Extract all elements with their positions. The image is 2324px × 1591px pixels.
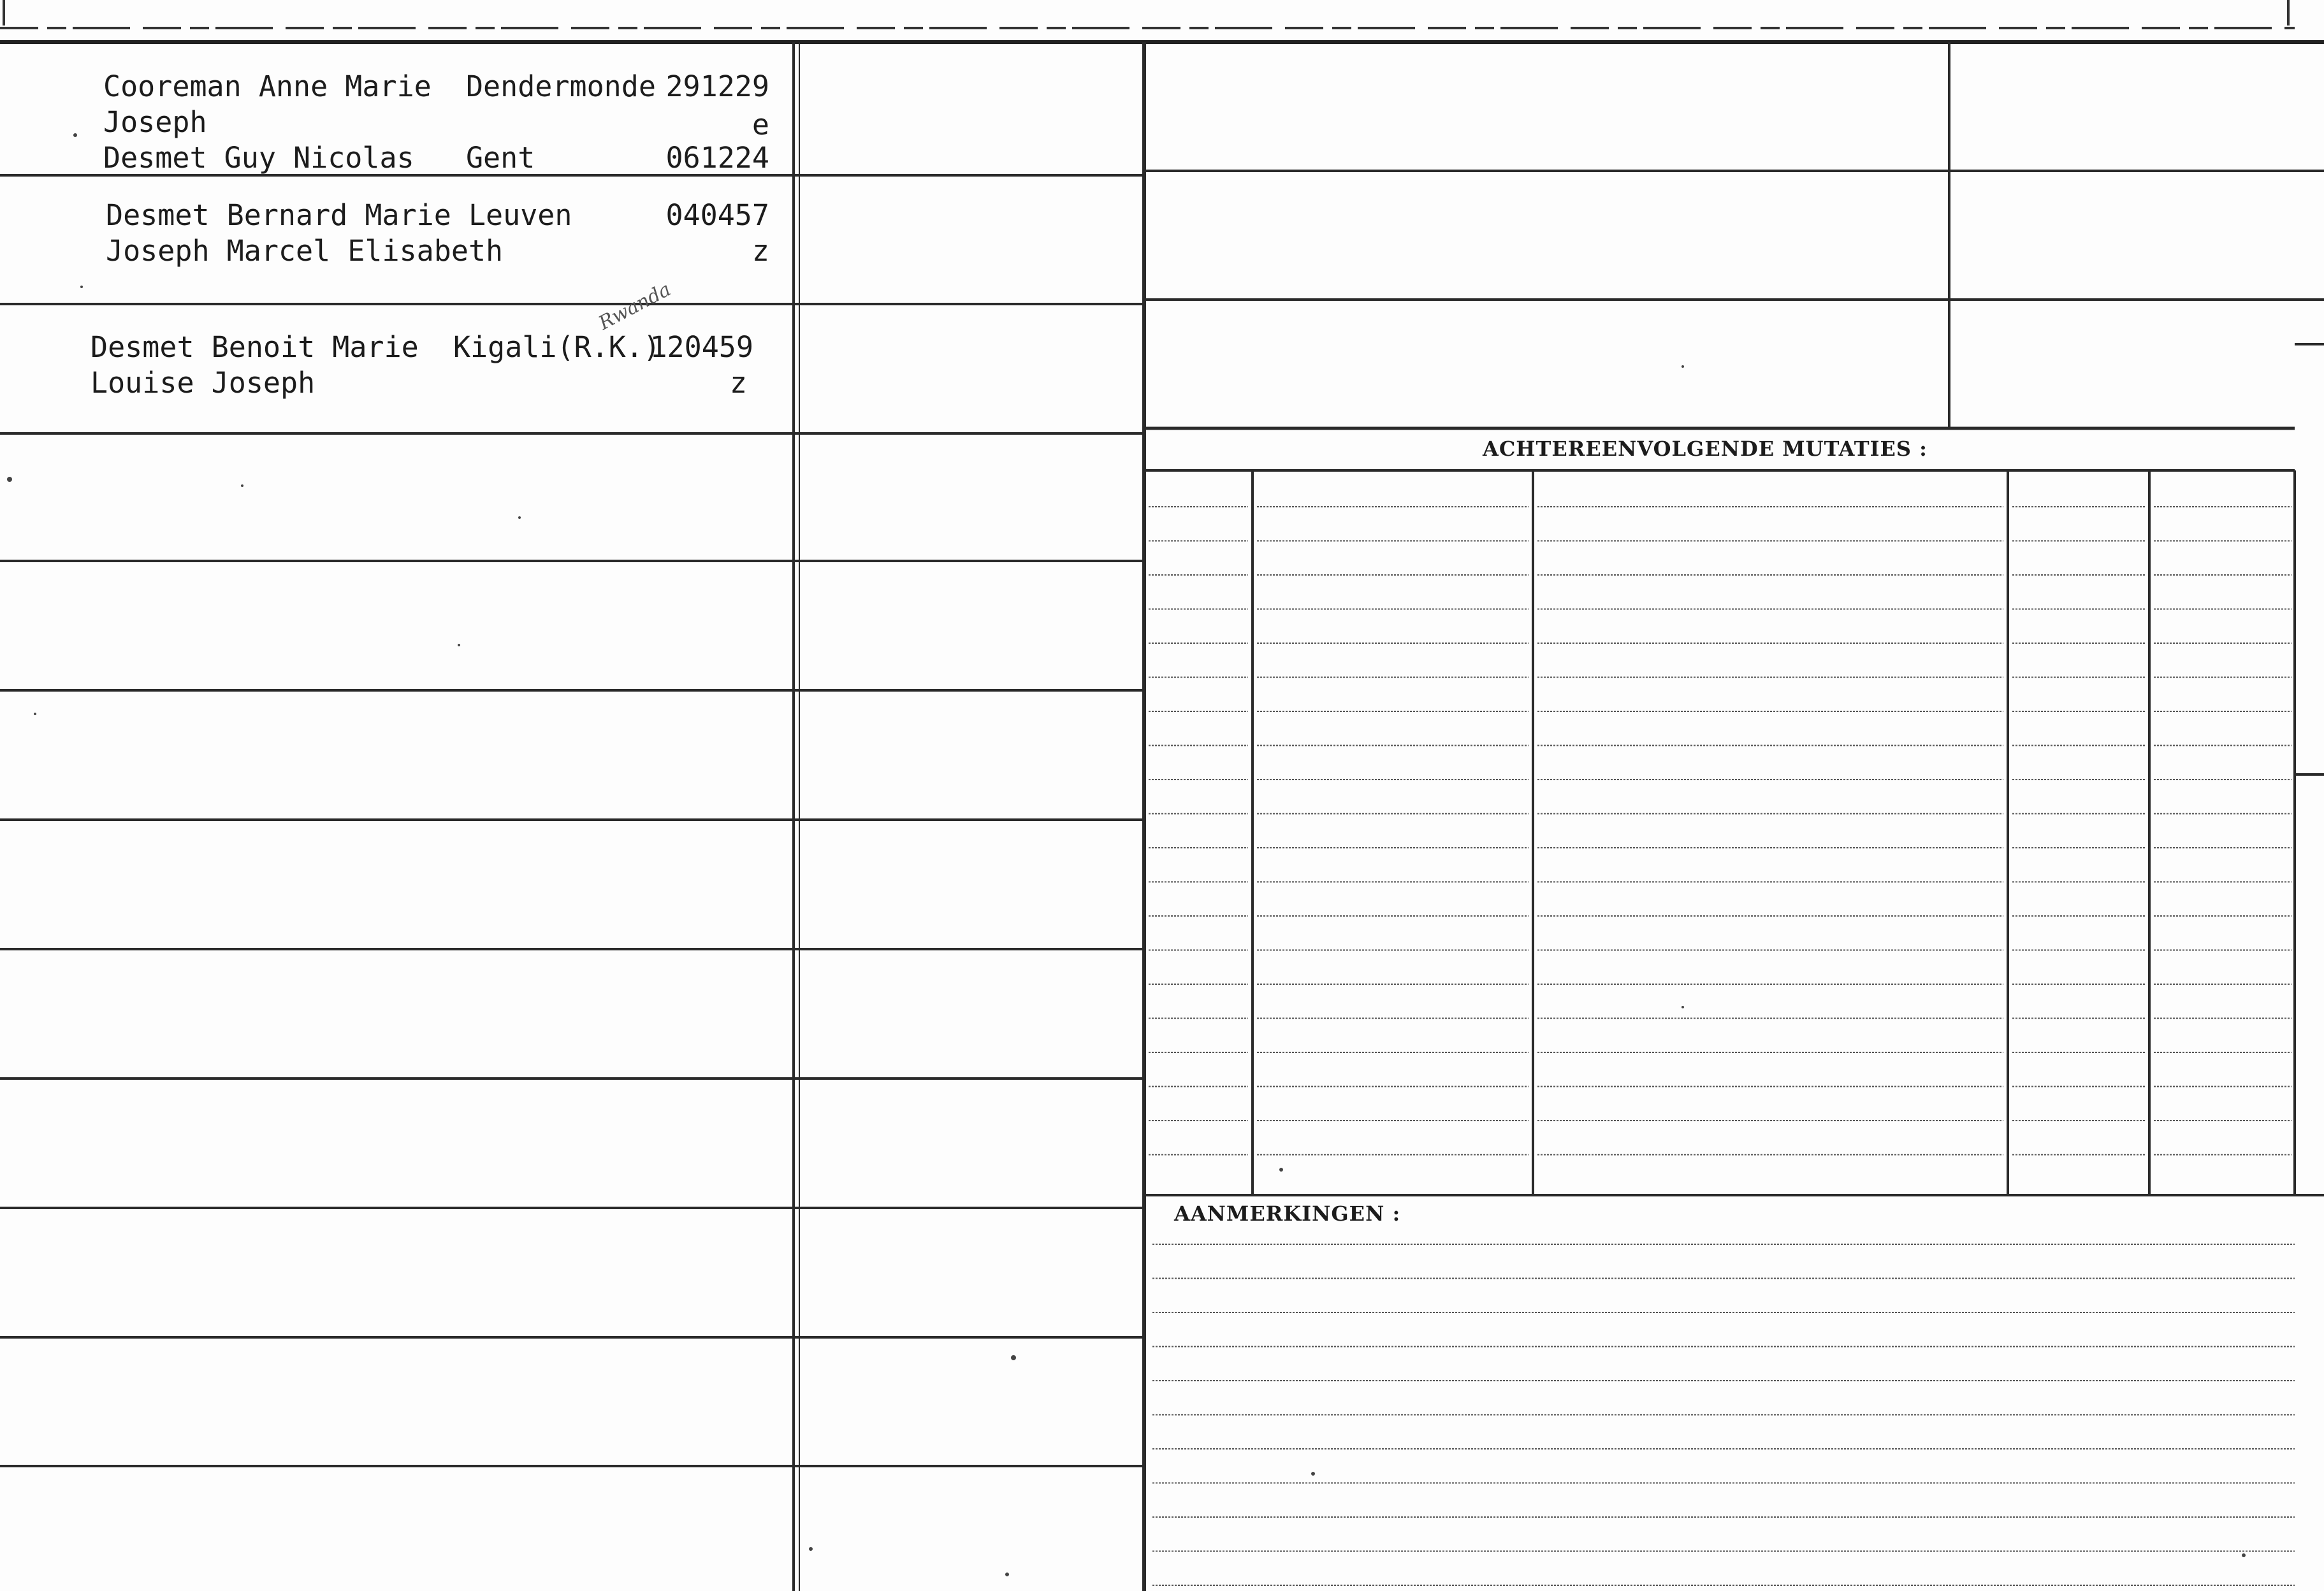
entry-desmet-bernard (106, 198, 773, 274)
entry-name-line: Joseph (103, 105, 207, 139)
entry-desmet-benoit (91, 330, 753, 406)
entry-date: 120459 (650, 330, 753, 364)
entry-name-line: Desmet Guy Nicolas Gent (103, 141, 535, 175)
entry-date: 291229 (665, 69, 769, 103)
entry-suffix: e (752, 108, 769, 142)
remarks-lines (1152, 1244, 2295, 1585)
handwritten-note: Rwanda (595, 278, 675, 335)
entry-suffix: z (729, 366, 747, 400)
entry-date: 061224 (665, 141, 769, 175)
entry-name-line: Louise Joseph (91, 366, 316, 400)
entry-name-line: Joseph Marcel Elisabeth (106, 234, 504, 268)
entry-suffix: z (752, 234, 769, 268)
entry-name-line: Desmet Benoit Marie Kigali(R.K.) (91, 330, 661, 364)
entry-name-line: Cooreman Anne Marie Dendermonde (103, 69, 656, 103)
mutations-title: ACHTEREENVOLGENDE MUTATIES : (1483, 437, 1928, 461)
top-strip (0, 0, 2324, 42)
entry-date: 040457 (665, 198, 769, 232)
entry-name-line: Desmet Bernard Marie Leuven (106, 198, 572, 232)
right-upper-boxes (1144, 42, 2324, 774)
mutations-row-lines (1149, 507, 2291, 1155)
remarks-title: AANMERKINGEN : (1174, 1202, 1401, 1226)
entry-desmet-guy (103, 140, 773, 176)
